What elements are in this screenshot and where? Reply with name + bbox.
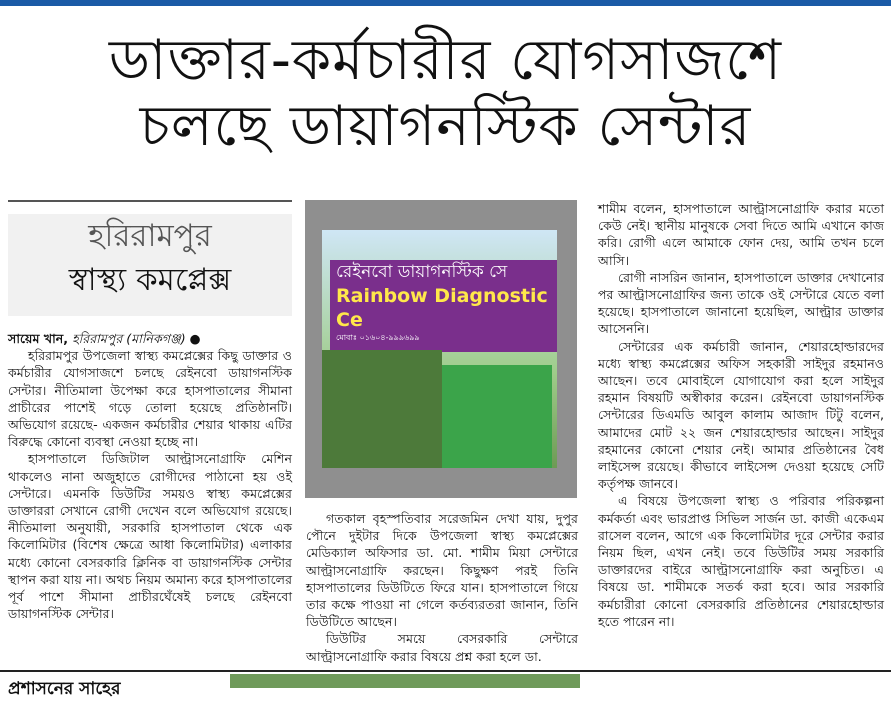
article-column-2 (306, 510, 578, 665)
bottom-rule (0, 670, 891, 672)
green-building (442, 365, 552, 468)
top-color-bar (0, 0, 891, 6)
headline (0, 28, 891, 160)
signboard-english-text: Rainbow Diagnostic Ce (336, 285, 548, 331)
byline-name: সায়েম খান, (8, 331, 69, 346)
article-column-3 (598, 200, 884, 630)
section-rule (8, 200, 292, 202)
paragraph: হাসপাতালে ডিজিটাল আল্ট্রাসনোগ্রাফি মেশিন থাকলেও নানা অজুহাতে রোগীদের পাঠানো হয় ওই সেন্টারে। এমনকি ডিউটির সময়ও স্বাস্থ্য কমপ্লেক্সের ডাক্তাররা সেখানে রোগী দেখেন বলে অভিযোগ রয়েছে। নীতিমালা অনুযায়ী, সরকারি হাসপাতাল থেকে এক কিলোমিটার (বিশেষ ক্ষেত্রে আধা কিলোমিটার) এলাকার মধ্যে কোনো বেসরকারি ক্লিনিক বা ডায়াগনস্টিক সেন্টার স্থাপন করা যায় না। অথচ নিয়ম অমান্য করে হাসপাতালের পূর্ব পাশে সীমানা প্রাচীরঘেঁষেই চলছে রেইনবো ডায়াগনস্টিক সেন্টার। (8, 451, 292, 622)
signboard (330, 260, 557, 352)
paragraph: এ বিষয়ে উপজেলা স্বাস্থ্য ও পরিবার পরিকল্পনা কর্মকর্তা এবং ভারপ্রাপ্ত সিভিল সার্জন ডা. কাজী একেএম রাসেল বলেন, আগে এক কিলোমিটার দূরে সেন্টার করার নিয়ম ছিল, এখন নেই। তবে ডিউটির সময় সরকারি ডাক্তারদের বাইরে আল্ট্রাসনোগ্রাফি করা অনুচিত। এ বিষয়ে ডা. শামীমকে সতর্ক করা হবে। আর সরকারি কর্মচারীরা কোনো বেসরকারি প্রতিষ্ঠানের শেয়ারহোল্ডার হতে পারেন না। (598, 493, 884, 629)
article-column-1 (8, 330, 292, 622)
paragraph: ডিউটির সময়ে বেসরকারি সেন্টারে আল্ট্রাসনোগ্রাফি করার বিষয়ে প্রশ্ন করা হলে ডা. (306, 631, 578, 664)
next-article-teaser: প্রশাসনের সাহের (8, 679, 121, 699)
subhead-box (8, 214, 292, 316)
paragraph: হরিরামপুর উপজেলা স্বাস্থ্য কমপ্লেক্সের কিছু ডাক্তার ও কর্মচারীর যোগসাজশে চলছে রেইনবো ডায়াগনস্টিক সেন্টার। নীতিমালা উপেক্ষা করে হাসপাতালের সীমানা প্রাচীরের পাশেই গড়ে তোলা হয়েছে প্রতিষ্ঠানটি। অভিযোগ রয়েছে- একজন কর্মচারীর শেয়ার থাকায় এটির বিরুদ্ধে কোনো ব্যবস্থা নেওয়া হচ্ছে না। (8, 348, 292, 450)
byline-place: হরিরামপুর (মানিকগঞ্জ) ● (68, 331, 201, 346)
paragraph: সেন্টারের এক কর্মচারী জানান, শেয়ারহোল্ডারদের মধ্যে স্বাস্থ্য কমপ্লেক্সের অফিস সহকারী সাইদুর রহমানও আছেন। তবে মোবাইলে যোগাযোগ করা হলে সাইদুর রহমান বিষয়টি অস্বীকার করেন। রেইনবো ডায়াগনস্টিক সেন্টারের ডিএমডি আবুল কালাম আজাদ টিটু বলেন, আমাদের মোট ২২ জন শেয়ারহোল্ডার আছেন। সাইদুর রহমানের কোনো শেয়ার নেই। আমার প্রতিষ্ঠানের বৈধ লাইসেন্স রয়েছে। কীভাবে লাইসেন্স দেওয়া হয়েছে সেটি কর্তৃপক্ষ জানবে। (598, 338, 884, 492)
byline (8, 330, 292, 347)
subhead-line-2: স্বাস্থ্য কমপ্লেক্স (68, 262, 232, 298)
subhead-line-1: হরিরামপুর (88, 218, 212, 254)
trees (322, 350, 442, 468)
paragraph: শামীম বলেন, হাসপাতালে আল্ট্রাসনোগ্রাফি করার মতো কেউ নেই। স্থানীয় মানুষকে সেবা দিতে আমি এখানে কাজ করি। রোগী এলে আমাকে ফোন দেয়, আমি তখন চলে আসি। (598, 201, 884, 268)
news-photo (322, 230, 557, 468)
signboard-bengali-text: রেইনবো ডায়াগনস্টিক সে (336, 262, 508, 282)
headline-line-2: চলছে ডায়াগনস্টিক সেন্টার (139, 94, 752, 159)
paragraph: গতকাল বৃহস্পতিবার সরেজমিন দেখা যায়, দুপুর পৌনে দুইটার দিকে উপজেলা স্বাস্থ্য কমপ্লেক্সের মেডিক্যাল অফিসার ডা. মো. শামীম মিয়া সেন্টারে আল্ট্রাসনোগ্রাফি করছেন। কিছুক্ষণ পরই তিনি হাসপাতালের ডিউটিতে ফিরে যান। হাসপাতালে গিয়ে তার কক্ষে পাওয়া না গেলে কর্তব্যরতরা জানান, তিনি ডিউটিতে আছেন। (306, 511, 578, 630)
signboard-phone-text: মোবাঃ ০১৬০৪-৯৯৯৬৯৯ (336, 333, 420, 342)
paragraph: রোগী নাসরিন জানান, হাসপাতালে ডাক্তার দেখানোর পর আল্ট্রাসনোগ্রাফির জন্য তাকে ওই সেন্টারে যেতে বলা হয়েছে। হাসপাতালে জানানো হয়েছিল, আল্ট্রার ডাক্তার আসেননি। (598, 269, 884, 337)
next-article-photo (230, 674, 580, 688)
headline-line-1: ডাক্তার-কর্মচারীর যোগসাজশে (108, 28, 783, 93)
